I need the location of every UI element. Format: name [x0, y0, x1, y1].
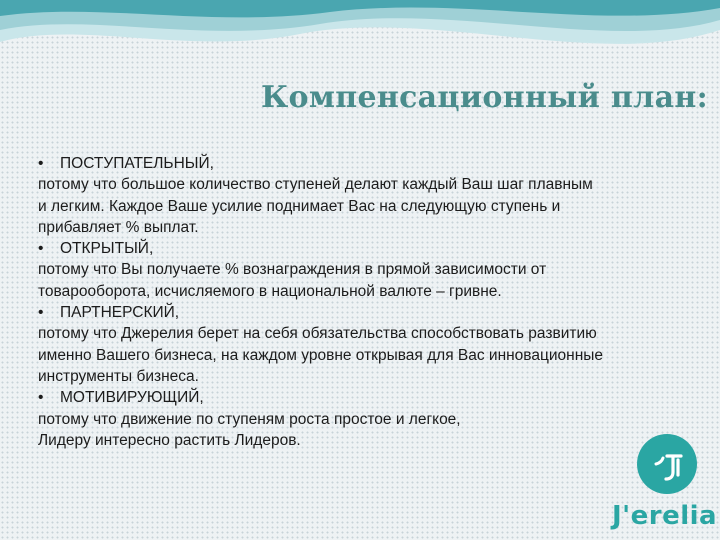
header-wave-decoration — [0, 0, 720, 80]
body-line: потому что Джерелия берет на себя обязательства способствовать развитию — [38, 325, 597, 343]
body-line: и легким. Каждое Ваше усилие поднимает Вас на следующую ступень и — [38, 197, 561, 215]
body-line: товарооборота, исчисляемого в национальной валюте – гривне. — [38, 282, 502, 300]
bullet-item-3-heading — [38, 302, 706, 323]
bullet-item-4-heading — [38, 387, 706, 408]
bullet-icon: • — [38, 155, 44, 172]
bullet-heading: ПОСТУПАТЕЛЬНЫЙ, — [60, 155, 214, 172]
body-line: прибавляет % выплат. — [38, 218, 199, 236]
bullet-icon: • — [38, 389, 44, 407]
bullet-heading: ОТКРЫТЫЙ, — [60, 240, 154, 258]
body-line: именно Вашего бизнеса, на каждом уровне открывая для Вас инновационные — [38, 346, 604, 364]
body-line: потому что большое количество ступеней делают каждый Ваш шаг плавным — [38, 176, 593, 194]
slide-title: Компенсационный план: — [260, 80, 708, 115]
bullet-heading: ПАРТНЕРСКИЙ, — [60, 304, 180, 322]
bullet-item-2-heading — [38, 238, 706, 259]
bullet-heading: МОТИВИРУЮЩИЙ, — [60, 389, 204, 407]
slide-body — [38, 153, 706, 451]
brand-logo-icon — [637, 434, 697, 494]
bullet-icon: • — [38, 240, 44, 258]
bullet-icon: • — [38, 304, 44, 322]
body-line: инструменты бизнеса. — [38, 367, 199, 385]
body-line: потому что движение по ступеням роста простое и легкое, — [38, 410, 461, 428]
bullet-item-1-heading — [38, 153, 706, 174]
brand-wordmark: J'erelia — [612, 501, 718, 531]
body-line: потому что Вы получаете % вознаграждения в прямой зависимости от — [38, 261, 547, 279]
body-line: Лидеру интересно растить Лидеров. — [38, 431, 301, 449]
